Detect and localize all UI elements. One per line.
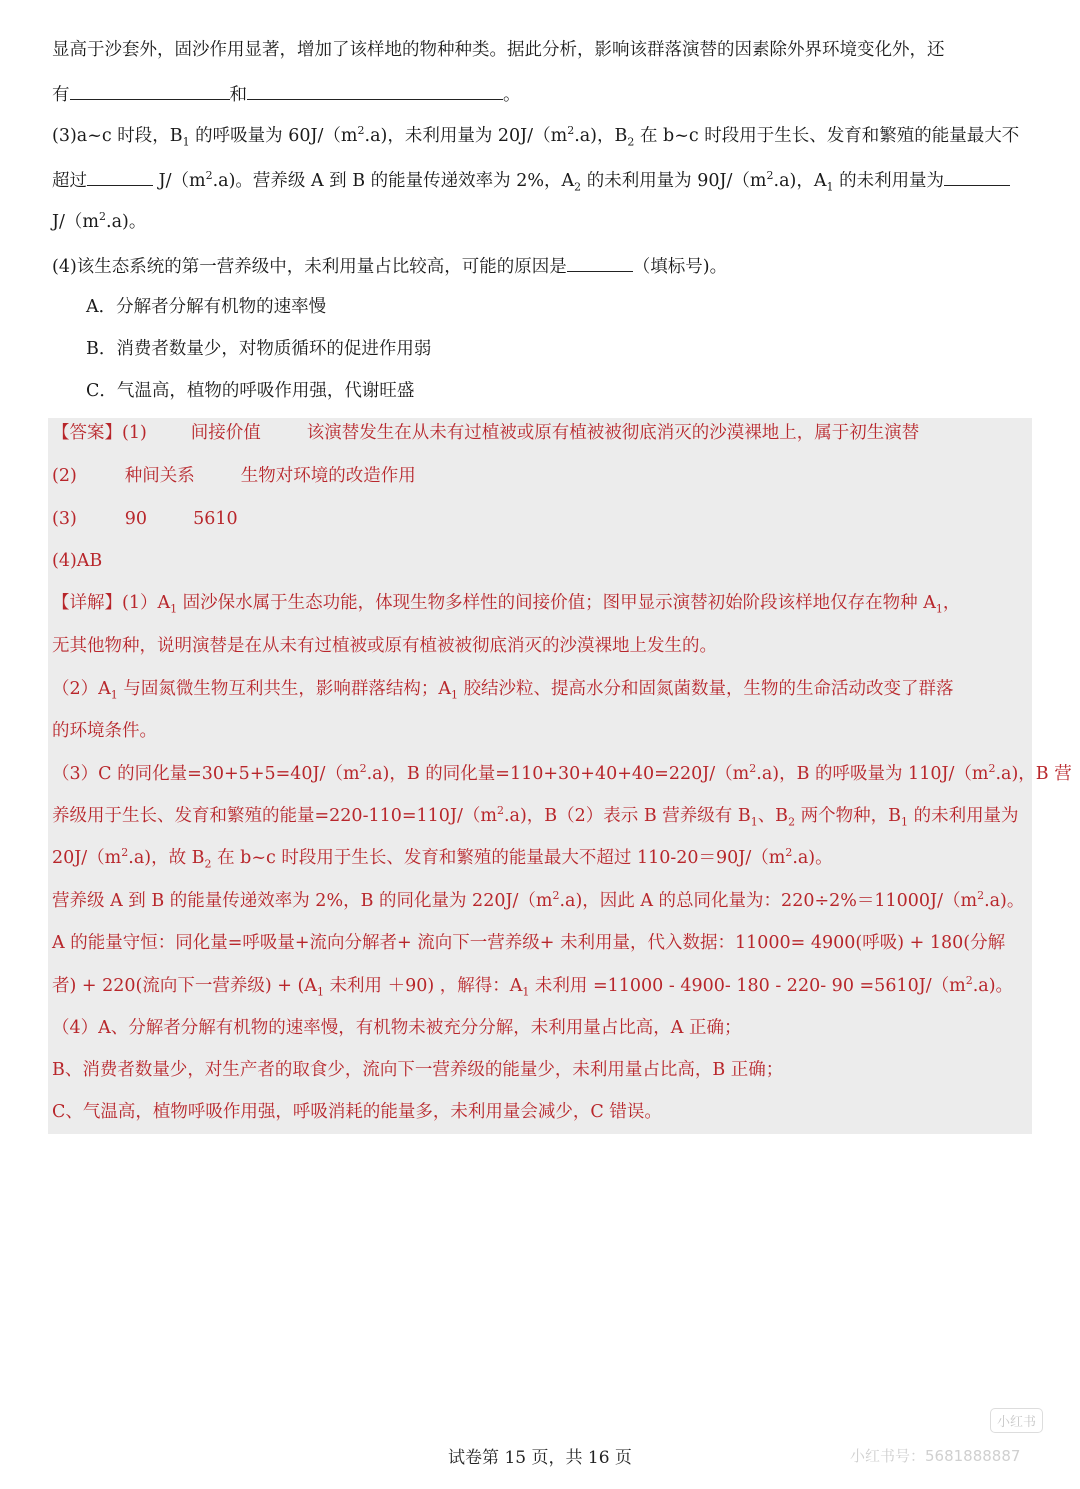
fill-blank[interactable]: [247, 81, 503, 100]
watermark-logo: 小红书: [990, 1408, 1043, 1433]
fill-blank[interactable]: [87, 167, 153, 186]
explain-line-10: 者) + 220(流向下一营养级) + ($A_1$ 未利用 ＋90) ，解得：$A_1$ 未利用 =11000 - 4900- 180 - 220- $90 =5610J/(m^2.a)$。: [52, 974, 1014, 999]
option-c: C．气温高，植物的呼吸作用强，代谢旺盛: [86, 381, 415, 401]
question-3-line-3: $J/(m^2.a)$。: [52, 210, 147, 232]
explain-line-9: A 的能量守恒：同化量=呼吸量+流向分解者+ 流向下一营养级+ 未利用量，代入数据：11000= 4900(呼吸) + 180(分解: [52, 933, 1006, 953]
question-line-1: 显高于沙套外，固沙作用显著，增加了该样地的物种种类。据此分析，影响该群落演替的因素除外界环境变化外，还: [52, 40, 945, 60]
question-3-line-2: 超过 $J/(m^2.a)$。营养级 A 到 B 的能量传递效率为 2%，$A_2$ 的未利用量为 $90J/(m^2.a)$，$A_1$ 的未利用量为: [52, 167, 1030, 193]
answer-3: (3) 90 5610: [52, 509, 238, 529]
explain-line-13: C、气温高，植物呼吸作用强，呼吸消耗的能量多，未利用量会减少，C 错误。: [52, 1102, 662, 1122]
explain-line-8: 营养级 A 到 B 的能量传递效率为 2%，B 的同化量为 $220J/(m^2.a)$，因此 A 的总同化量为：$220\div 2\%=11000J/(m^2.a)$。: [52, 889, 1025, 911]
question-3-line-1: (3)a~c 时段，$B_1$ 的呼吸量为 $60J/(m^2.a)$，未利用量为 $20J/(m^2.a)$，$B_2$ 在 b~c 时段用于生长、发育和繁殖的能量最大不: [52, 124, 1020, 149]
watermark-text: 小红书号：5681888887: [850, 1447, 1021, 1465]
explain-line-12: B、消费者数量少，对生产者的取食少，流向下一营养级的能量少，未利用量占比高，B 正确；: [52, 1060, 784, 1080]
explain-line-1: 【详解】$(1)A_1$ 固沙保水属于生态功能，体现生物多样性的间接价值；图甲显示演替初始阶段该样地仅存在物种 $A_1$，: [52, 593, 961, 616]
option-a: A．分解者分解有机物的速率慢: [86, 297, 327, 317]
fill-blank[interactable]: [567, 253, 633, 272]
answer-1: 【答案】(1) 间接价值 该演替发生在从未有过植被或原有植被被彻底消灭的沙漠裸地上，属于初生演替: [52, 423, 920, 443]
explain-line-5: （3）C 的同化量$=30+5+5=40J/(m^2.a)$，B 的同化量$=110+30+40+40=220J/(m^2.a)$，B 的呼吸量为 $110J/(m^2.a)$，B 营: [52, 762, 1072, 784]
explain-line-6: 养级用于生长、发育和繁殖的能量$=220-110=110J/(m^2.a)$，B（2）表示 B 营养级有 $B_1$、$B_2$ 两个物种，$B_1$ 的未利用量为: [52, 804, 1019, 829]
explain-line-3: $(2)A_1$ 与固氮微生物互利共生，影响群落结构；$A_1$ 胶结沙粒、提高水分和固氮菌数量，生物的生命活动改变了群落: [52, 679, 954, 702]
question-line-2: 有 和 。: [52, 81, 1030, 107]
explain-line-7: $20J/(m^2.a)$，故 $B_2$ 在 b~c 时段用于生长、发育和繁殖的能量最大不超过 $110-20=90J/(m^2.a)$。: [52, 846, 833, 871]
answer-4: (4)AB: [52, 551, 103, 571]
explain-line-2: 无其他物种，说明演替是在从未有过植被或原有植被被彻底消灭的沙漠裸地上发生的。: [52, 636, 717, 656]
option-b: B．消费者数量少，对物质循环的促进作用弱: [86, 339, 432, 359]
page-footer: 试卷第 15 页，共 16 页: [448, 1448, 632, 1468]
answer-2: (2) 种间关系 生物对环境的改造作用: [52, 466, 416, 486]
question-4: (4)该生态系统的第一营养级中，未利用量占比较高，可能的原因是 （填标号)。: [52, 253, 1030, 279]
explain-line-4: 的环境条件。: [52, 721, 157, 741]
explain-line-11: （4）A、分解者分解有机物的速率慢，有机物未被充分分解，未利用量占比高，A 正确；: [52, 1018, 742, 1038]
fill-blank[interactable]: [944, 167, 1010, 186]
fill-blank[interactable]: [70, 81, 230, 100]
